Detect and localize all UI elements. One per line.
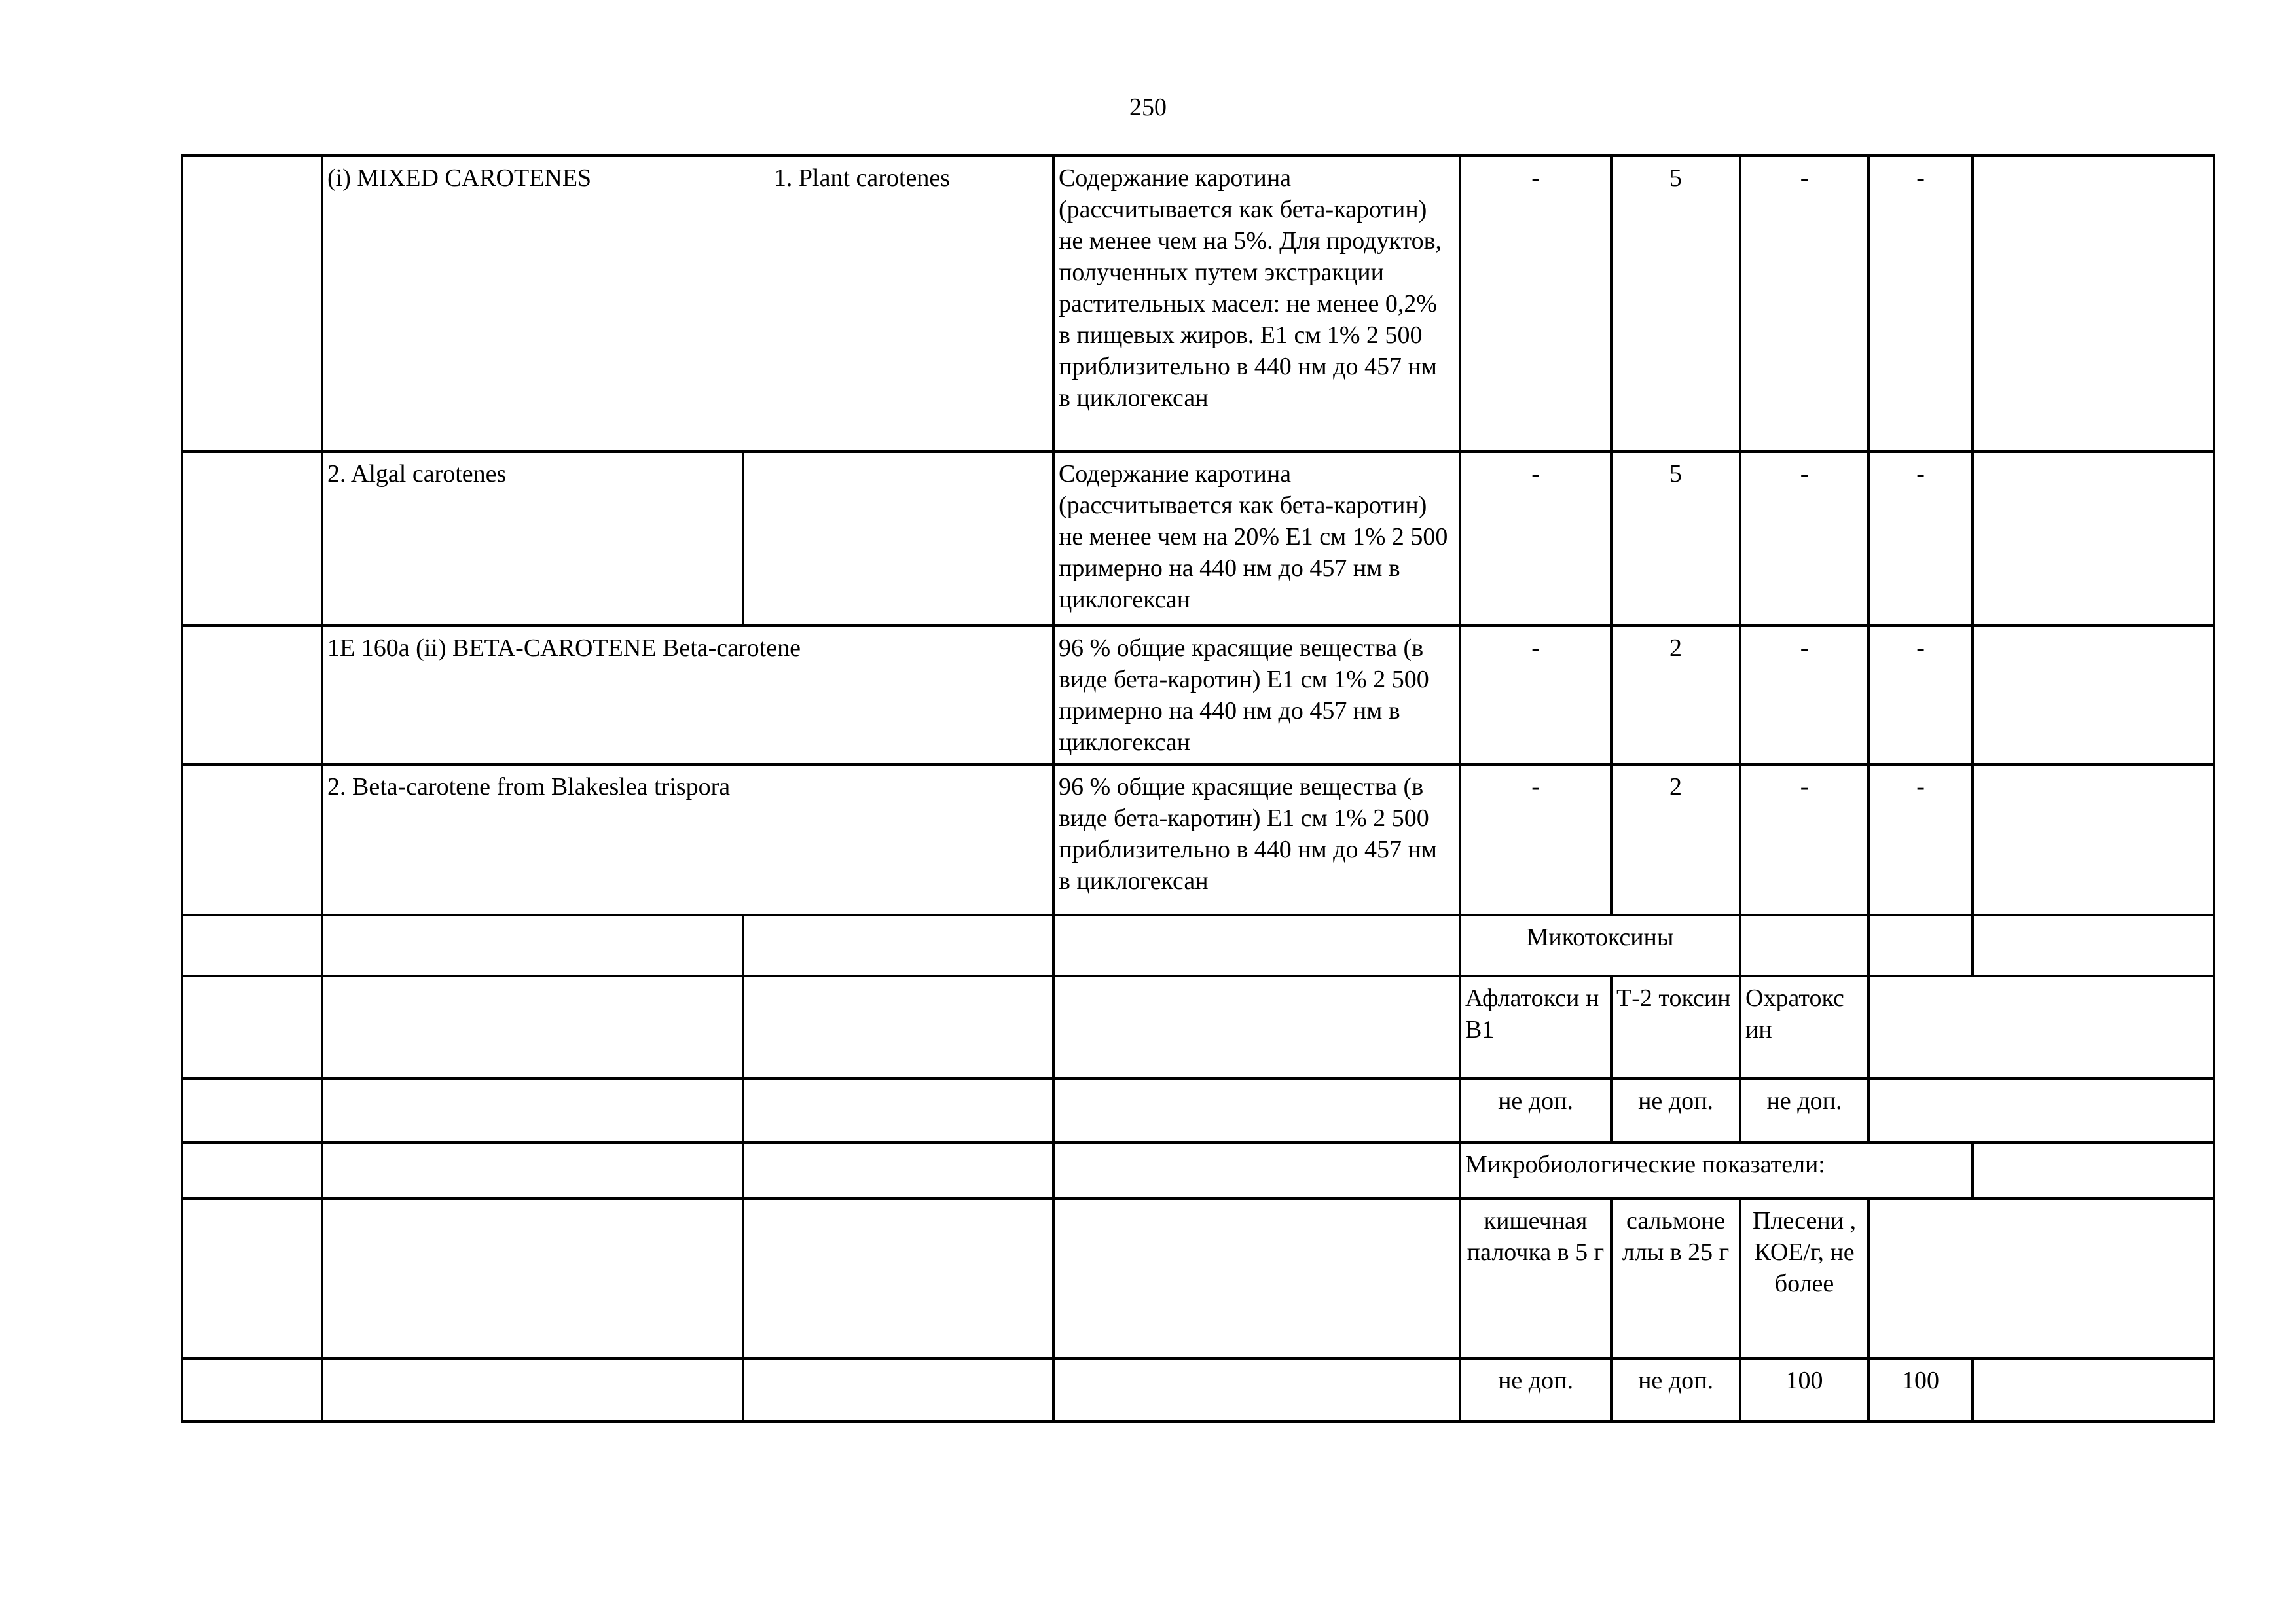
specification-text: 96 % общие красящие вещества (в виде бета-каротин) E1 см 1% 2 500 примерно на 440 нм до 457 нм в циклогексан <box>1053 626 1460 765</box>
value-cell: - <box>1460 452 1611 626</box>
value-cell: - <box>1868 156 1973 452</box>
empty-cell <box>322 1199 743 1358</box>
additive-name: 1E 160a (ii) BETA-CAROTENE Beta-carotene <box>322 626 1053 765</box>
value-cell: не доп. <box>1611 1358 1740 1422</box>
column-header: Т-2 токсин <box>1611 976 1740 1079</box>
column-header: сальмоне ллы в 25 г <box>1611 1199 1740 1358</box>
table-row-algal-carotenes <box>182 452 2214 626</box>
empty-cell <box>182 1358 322 1422</box>
table-row-mycotoxin-values <box>182 1079 2214 1142</box>
specification-text: Содержание каротина (рассчитывается как бета-каротин) не менее чем на 20% E1 см 1% 2 500 примерно на 440 нм до 457 нм в циклогексан <box>1053 452 1460 626</box>
empty-cell <box>1973 626 2214 765</box>
empty-cell <box>182 156 322 452</box>
empty-cell <box>1868 915 1973 976</box>
value-cell: - <box>1740 765 1868 915</box>
table-row-mycotoxin-headers <box>182 976 2214 1079</box>
specification-text: Содержание каротина (рассчитывается как бета-каротин) не менее чем на 5%. Для продуктов, полученных путем экстракции растительных масел: не менее 0,2% в пищевых жиров. E1 см 1% 2 500 приблизительно в 440 нм до 457 нм в циклогексан <box>1053 156 1460 452</box>
value-cell: 2 <box>1611 626 1740 765</box>
value-cell: - <box>1740 626 1868 765</box>
empty-cell <box>1053 1079 1460 1142</box>
empty-cell <box>322 1079 743 1142</box>
value-cell: не доп. <box>1460 1358 1611 1422</box>
value-cell: 100 <box>1868 1358 1973 1422</box>
additive-name: (i) MIXED CAROTENES <box>327 164 592 192</box>
column-header: Охратокс ин <box>1740 976 1868 1079</box>
empty-cell <box>743 1199 1053 1358</box>
empty-cell <box>743 915 1053 976</box>
empty-cell <box>182 1142 322 1199</box>
value-cell: 5 <box>1611 156 1740 452</box>
additive-name-cell <box>322 156 1053 452</box>
empty-cell <box>322 976 743 1079</box>
value-cell: 5 <box>1611 452 1740 626</box>
value-cell: - <box>1868 626 1973 765</box>
additive-name: 2. Algal carotenes <box>322 452 743 626</box>
value-cell: 100 <box>1740 1358 1868 1422</box>
value-cell: - <box>1460 156 1611 452</box>
empty-cell <box>1868 1199 2214 1358</box>
empty-cell <box>182 915 322 976</box>
value-cell: не доп. <box>1740 1079 1868 1142</box>
empty-cell <box>1740 915 1868 976</box>
table-row-microbio-headers <box>182 1199 2214 1358</box>
table-row-beta-carotene <box>182 626 2214 765</box>
empty-cell <box>1973 765 2214 915</box>
value-cell: - <box>1460 765 1611 915</box>
empty-cell <box>1973 1358 2214 1422</box>
empty-cell <box>182 1199 322 1358</box>
empty-cell <box>1053 1199 1460 1358</box>
empty-cell <box>1868 976 2214 1079</box>
empty-cell <box>182 976 322 1079</box>
empty-cell <box>743 452 1053 626</box>
section-title-mycotoxins: Микотоксины <box>1460 915 1740 976</box>
value-cell: - <box>1868 452 1973 626</box>
table-row-microbio-values <box>182 1358 2214 1422</box>
table-row-blakeslea <box>182 765 2214 915</box>
value-cell: - <box>1868 765 1973 915</box>
column-header: Афлатокси н В1 <box>1460 976 1611 1079</box>
empty-cell <box>182 1079 322 1142</box>
table-row-mycotoxins-title <box>182 915 2214 976</box>
empty-cell <box>1973 156 2214 452</box>
empty-cell <box>1053 915 1460 976</box>
empty-cell <box>743 1142 1053 1199</box>
column-header: Плесени , КОЕ/г, не более <box>1740 1199 1868 1358</box>
page-number: 250 <box>1129 94 1167 121</box>
value-cell: не доп. <box>1460 1079 1611 1142</box>
empty-cell <box>743 1079 1053 1142</box>
empty-cell <box>743 976 1053 1079</box>
empty-cell <box>1053 1358 1460 1422</box>
value-cell: 2 <box>1611 765 1740 915</box>
specification-text: 96 % общие красящие вещества (в виде бета-каротин) E1 см 1% 2 500 приблизительно в 440 нм до 457 нм в циклогексан <box>1053 765 1460 915</box>
value-cell: - <box>1740 156 1868 452</box>
table-row-mixed-carotenes <box>182 156 2214 452</box>
empty-cell <box>182 626 322 765</box>
empty-cell <box>1053 1142 1460 1199</box>
additive-name: 2. Beta-carotene from Blakeslea trispora <box>322 765 1053 915</box>
empty-cell <box>1053 976 1460 1079</box>
empty-cell <box>1868 1079 2214 1142</box>
empty-cell <box>1973 452 2214 626</box>
section-title-microbiological: Микробиологические показатели: <box>1460 1142 1973 1199</box>
empty-cell <box>182 452 322 626</box>
empty-cell <box>322 1142 743 1199</box>
empty-cell <box>743 1358 1053 1422</box>
empty-cell <box>322 915 743 976</box>
empty-cell <box>322 1358 743 1422</box>
empty-cell <box>1973 915 2214 976</box>
additive-subtype: 1. Plant carotenes <box>773 164 951 192</box>
column-header: кишечная палочка в 5 г <box>1460 1199 1611 1358</box>
specification-table <box>181 154 2215 1423</box>
empty-cell <box>1973 1142 2214 1199</box>
table-row-microbio-title <box>182 1142 2214 1199</box>
empty-cell <box>182 765 322 915</box>
value-cell: - <box>1460 626 1611 765</box>
value-cell: не доп. <box>1611 1079 1740 1142</box>
value-cell: - <box>1740 452 1868 626</box>
